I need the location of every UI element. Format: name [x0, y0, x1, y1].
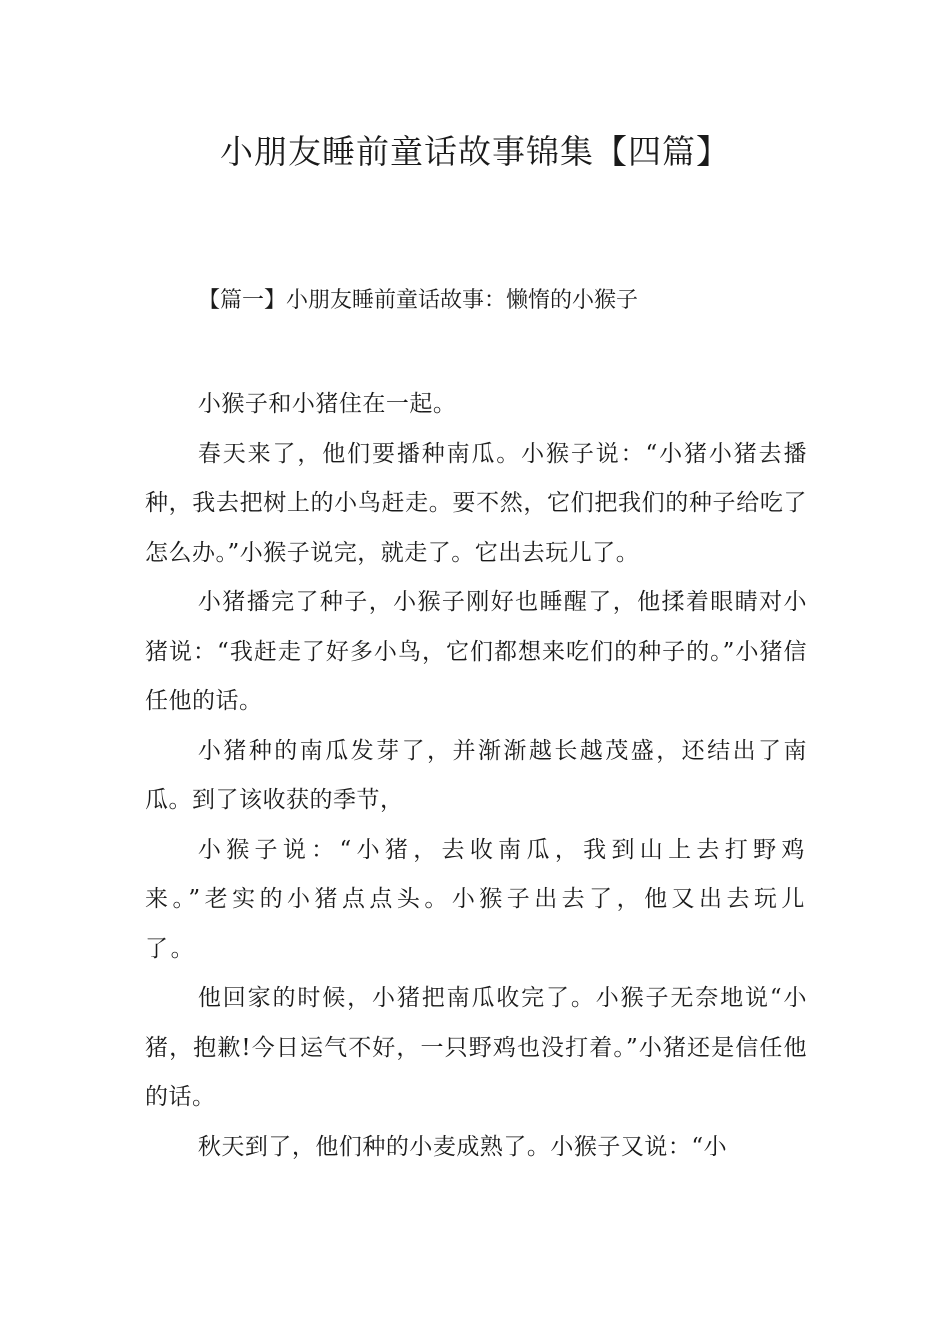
paragraph: 他回家的时候，小猪把南瓜收完了。小猴子无奈地说“小猪，抱歉!今日运气不好，一只野鸡也没打着。”小猪还是信任他的话。: [145, 985, 807, 1110]
paragraph: 小猴子和小猪住在一起。: [197, 391, 457, 417]
story-body: [145, 380, 807, 1172]
section-heading: 【篇一】小朋友睡前童话故事：懒惰的小猴子: [198, 288, 639, 313]
document-title: 小朋友睡前童话故事锦集【四篇】: [220, 132, 730, 171]
paragraph: 秋天到了，他们种的小麦成熟了。小猴子又说：“小: [197, 1133, 728, 1160]
paragraph: 小猴子说：“小猪，去收南瓜，我到山上去打野鸡来。”老实的小猪点点头。小猴子出去了，他又出去玩儿了。: [145, 836, 807, 962]
paragraph: 小猪播完了种子，小猴子刚好也睡醒了，他揉着眼睛对小猪说：“我赶走了好多小鸟，它们都想来吃们的种子的。”小猪信任他的话。: [145, 589, 807, 714]
paragraph: 小猪种的南瓜发芽了，并渐渐越长越茂盛，还结出了南瓜。到了该收获的季节，: [145, 737, 807, 813]
paragraph: 春天来了，他们要播种南瓜。小猴子说：“小猪小猪去播种，我去把树上的小鸟赶走。要不然，它们把我们的种子给吃了怎么办。”小猴子说完，就走了。它出去玩儿了。: [145, 440, 807, 566]
